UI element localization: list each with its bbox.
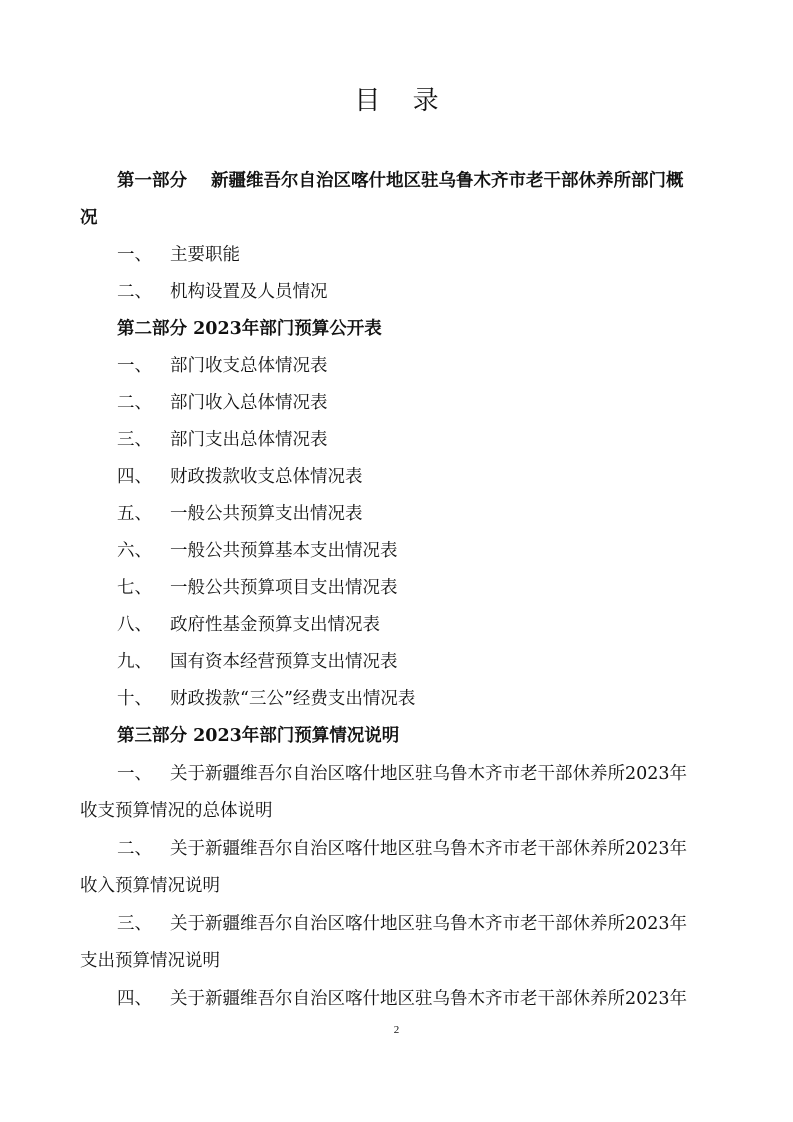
toc-item-text: 政府性基金预算支出情况表 [170,615,380,635]
part1-title-line2: 况 [80,208,98,228]
toc-item-continuation: 收入预算情况说明 [80,876,220,896]
part1-label: 第一部分 [117,171,187,191]
toc-item-text: 财政拨款收支总体情况表 [170,467,363,487]
toc-item-text: 部门支出总体情况表 [170,430,328,450]
toc-item [117,465,363,489]
toc-item-number: 二、 [117,839,152,859]
page-number: 2 [393,1024,400,1036]
toc-item-number: 六、 [117,541,152,561]
toc-item-text: 一般公共预算项目支出情况表 [170,578,398,598]
toc-item [117,987,687,1011]
toc-item [117,837,687,861]
toc-item-number: 三、 [117,914,152,934]
toc-item-text: 关于新疆维吾尔自治区喀什地区驻乌鲁木齐市老干部休养所2023年 [170,764,688,784]
part3-heading: 第三部分 2023年部门预算情况说明 [117,726,400,746]
toc-item-number: 四、 [117,467,152,487]
toc-item [117,502,363,526]
part2-heading: 第二部分 2023年部门预算公开表 [117,319,382,339]
toc-item [117,280,328,304]
part1-title-line1: 新疆维吾尔自治区喀什地区驻乌鲁木齐市老干部休养所部门概 [211,171,684,191]
toc-item-number: 八、 [117,615,152,635]
toc-item-text: 机构设置及人员情况 [170,282,328,302]
toc-item-number: 一、 [117,245,152,265]
toc-item [117,354,328,378]
toc-item [117,762,687,786]
toc-item [117,576,398,600]
toc-item-number: 五、 [117,504,152,524]
toc-item-text: 主要职能 [170,245,240,265]
toc-item [117,428,328,452]
toc-item [117,687,415,711]
toc-item-continuation: 支出预算情况说明 [80,951,220,971]
toc-item-text: 部门收入总体情况表 [170,393,328,413]
toc-item-number: 十、 [117,689,152,709]
toc-item [117,613,380,637]
toc-item [117,243,240,267]
toc-item-number: 七、 [117,578,152,598]
toc-item-number: 二、 [117,282,152,302]
toc-item-text: 部门收支总体情况表 [170,356,328,376]
toc-item-number: 一、 [117,764,152,784]
toc-item-number: 三、 [117,430,152,450]
toc-item-text: 财政拨款“三公”经费支出情况表 [170,689,416,709]
toc-item [117,650,398,674]
toc-item [117,912,687,936]
toc-item-text: 一般公共预算支出情况表 [170,504,363,524]
toc-item-text: 关于新疆维吾尔自治区喀什地区驻乌鲁木齐市老干部休养所2023年 [170,914,688,934]
toc-item-text: 一般公共预算基本支出情况表 [170,541,398,561]
toc-item-text: 关于新疆维吾尔自治区喀什地区驻乌鲁木齐市老干部休养所2023年 [170,839,688,859]
toc-item-number: 四、 [117,989,152,1009]
toc-item-continuation: 收支预算情况的总体说明 [80,801,273,821]
toc-item [117,391,328,415]
part1-heading [117,169,684,193]
toc-item [117,539,398,563]
toc-item-text: 关于新疆维吾尔自治区喀什地区驻乌鲁木齐市老干部休养所2023年 [170,989,688,1009]
toc-item-number: 二、 [117,393,152,413]
toc-item-number: 九、 [117,652,152,672]
toc-item-text: 国有资本经营预算支出情况表 [170,652,398,672]
toc-title: 目 录 [354,86,451,116]
toc-item-number: 一、 [117,356,152,376]
